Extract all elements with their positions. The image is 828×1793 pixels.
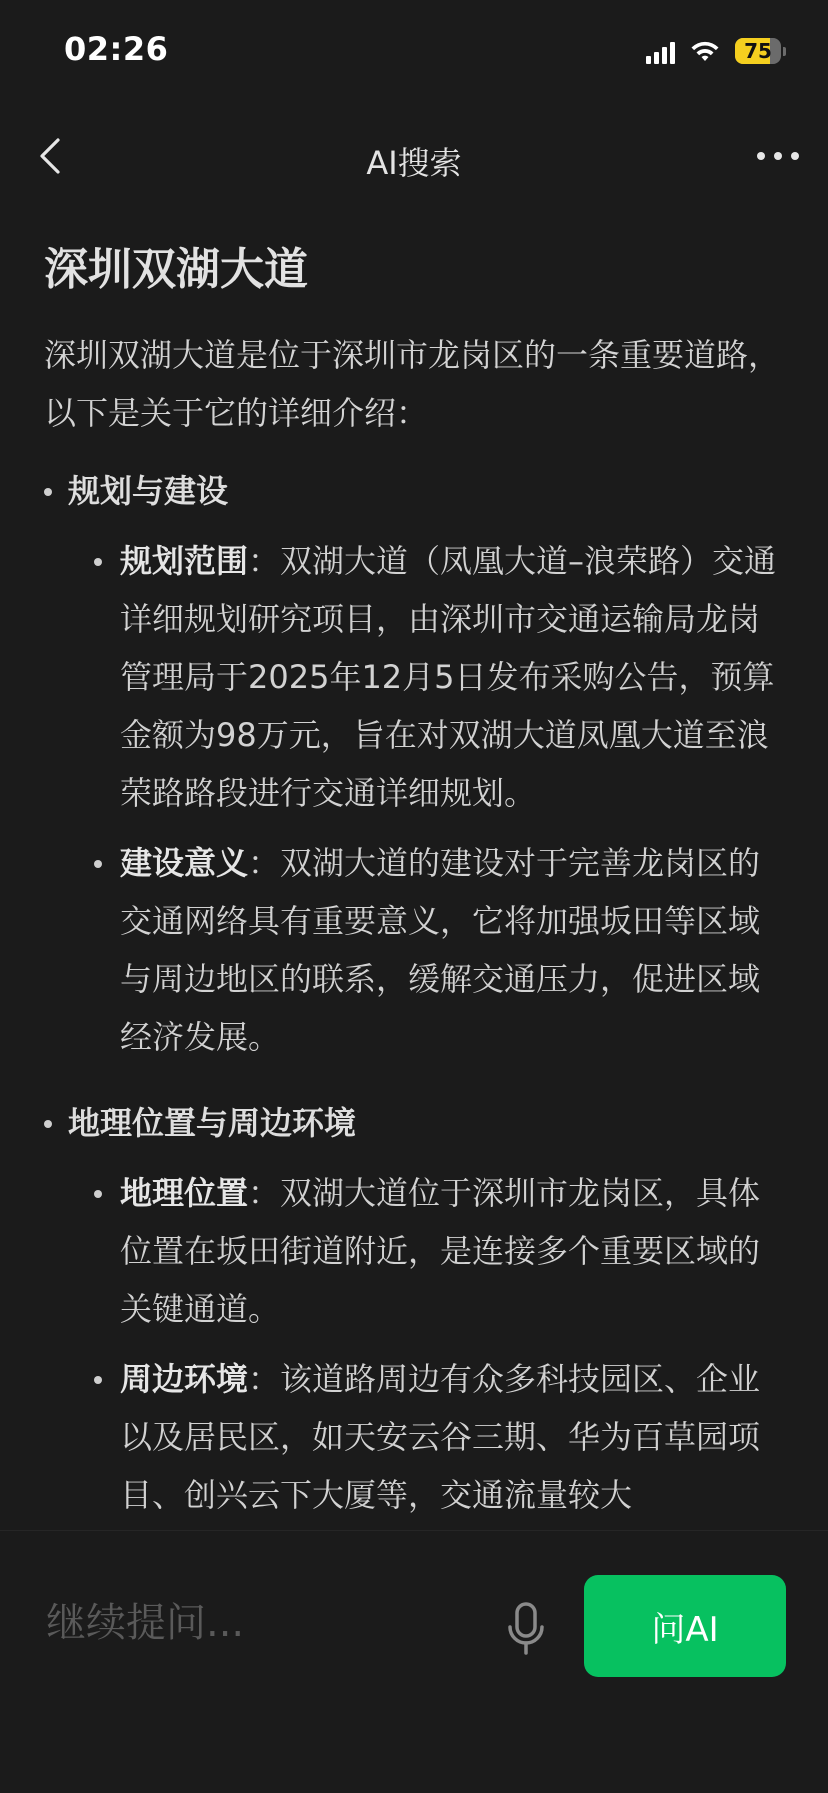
status-time: 02:26 [64, 30, 169, 68]
cellular-signal-icon [646, 38, 675, 64]
section-heading: 地理位置与周边环境 [68, 1104, 357, 1142]
battery-tip [783, 47, 786, 56]
battery-icon [735, 38, 781, 64]
microphone-icon [506, 1601, 546, 1657]
article-title: 深圳双湖大道 [44, 244, 308, 295]
section-heading: 规划与建设 [68, 472, 229, 510]
section-location [44, 1094, 784, 1524]
list-item [94, 1164, 784, 1338]
item-text: ：双湖大道（凤凰大道–浪荣路）交通详细规划研究项目，由深圳市交通运输局龙岗管理局于2025年12月5日发布采购公告，预算金额为98万元，旨在对双湖大道凤凰大道至浪荣路路段进行交通详细规划。 [120, 542, 777, 812]
battery-indicator [735, 38, 786, 64]
item-text: ：双湖大道位于深圳市龙岗区，具体位置在坂田街道附近，是连接多个重要区域的关键通道。 [120, 1174, 761, 1328]
wifi-icon [689, 39, 721, 63]
more-dots-icon [756, 151, 800, 161]
item-label: 规划范围 [120, 542, 249, 580]
article-intro: 深圳双湖大道是位于深圳市龙岗区的一条重要道路，以下是关于它的详细介绍： [44, 336, 781, 432]
bottom-input-bar [0, 1530, 828, 1793]
status-bar [0, 0, 828, 100]
section-list [44, 462, 784, 1524]
battery-level-text: 75 [744, 39, 772, 63]
ask-ai-button[interactable]: 问AI [584, 1575, 786, 1677]
sub-list [68, 532, 784, 1066]
section-planning [44, 462, 784, 1066]
sub-list [68, 1164, 784, 1524]
more-button[interactable] [754, 138, 802, 174]
list-item [94, 834, 784, 1066]
item-text: ：双湖大道的建设对于完善龙岗区的交通网络具有重要意义，它将加强坂田等区域与周边地区的联系，缓解交通压力，促进区域经济发展。 [120, 844, 761, 1056]
question-input[interactable] [44, 1599, 428, 1647]
item-text: ：该道路周边有众多科技园区、企业以及居民区，如天安云谷三期、华为百草园项目、创兴云下大厦等，交通流量较大 [120, 1360, 761, 1514]
answer-content [44, 240, 784, 1530]
page-title: AI搜索 [366, 144, 462, 182]
item-label: 地理位置 [120, 1174, 249, 1212]
list-item [94, 532, 784, 822]
item-label: 周边环境 [120, 1360, 249, 1398]
status-icons [646, 38, 786, 64]
nav-bar [0, 108, 828, 204]
item-label: 建设意义 [120, 844, 249, 882]
voice-input-button[interactable] [498, 1599, 554, 1659]
list-item [94, 1350, 784, 1524]
